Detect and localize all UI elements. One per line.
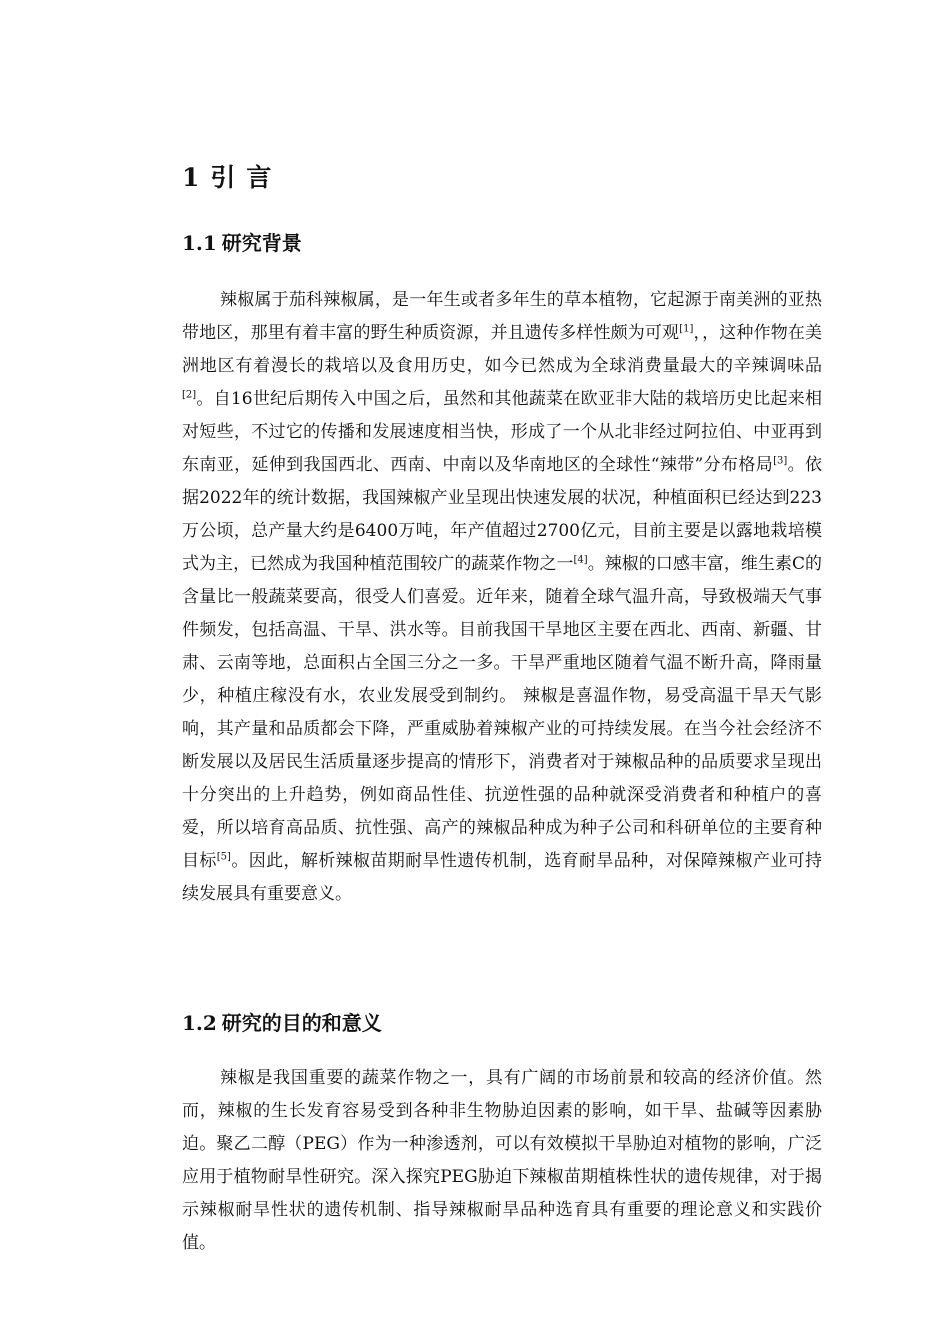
citation-3[interactable]: [3] xyxy=(773,455,788,467)
citation-1[interactable]: [1] xyxy=(679,323,694,335)
citation-5[interactable]: [5] xyxy=(216,851,231,863)
text-segment: 。因此，解析辣椒苗期耐旱性遗传机制，选育耐旱品种，对保障辣椒产业可持续发展具有重要意义。 xyxy=(182,851,823,904)
section-number: 1.1 xyxy=(182,231,217,255)
chapter-title xyxy=(182,160,272,196)
section-title: 研究的目的和意义 xyxy=(221,1011,382,1035)
citation-4[interactable]: [4] xyxy=(573,554,588,566)
section-title: 研究背景 xyxy=(221,231,302,255)
paragraph-purpose-significance: 辣椒是我国重要的蔬菜作物之一，具有广阔的市场前景和较高的经济价值。然而，辣椒的生长发育容易受到各种非生物胁迫因素的影响，如干旱、盐碱等因素胁迫。聚乙二醇（PEG）作为一种渗透剂，可以有效模拟干旱胁迫对植物的影响，广泛应用于植物耐旱性研究。深入探究PEG胁迫下辣椒苗期植株性状的遗传规律，对于揭示辣椒耐旱性状的遗传机制、指导辣椒耐旱品种选育具有重要的理论意义和实践价值。 xyxy=(182,1068,822,1253)
text-segment: 。辣椒的口感丰富，维生素C的含量比一般蔬菜要高，很受人们喜爱。近年来，随着全球气温升高，导致极端天气事件频发，包括高温、干旱、洪水等。目前我国干旱地区主要在西北、西南、新疆、甘肃、云南等地，总面积占全国三分之一多。干旱严重地区随着气温不断升高，降雨量少，种植庄稼没有水，农业发展受到制约。 辣椒是喜温作物，易受高温干旱天气影响，其产量和品质都会下降，严重威胁着辣椒产业的可持续发展。在当今社会经济不断发展以及居民生活质量逐步提高的情形下，消费者对于辣椒品种的品质要求呈现出十分突出的上升趋势，例如商品性佳、抗逆性强的品种就深受消费者和种植户的喜爱，所以培育高品质、抗性强、高产的辣椒品种成为种子公司和科研单位的主要育种目标 xyxy=(182,554,823,871)
section-heading-purpose-significance xyxy=(182,1008,382,1038)
text-segment: 辣椒属于茄科辣椒属，是一年生或者多年生的草本植物，它起源于南美洲的亚热带地区，那里有着丰富的野生种质资源，并且遗传多样性颇为可观 xyxy=(182,290,822,343)
chapter-title-char-2: 言 xyxy=(246,163,273,192)
section-number: 1.2 xyxy=(182,1011,217,1035)
text-segment: ，，这种作物在美洲地区有着漫长的栽培以及食用历史，如今已然成为全球消费量最大的辛辣调味品 xyxy=(182,323,823,376)
text-segment: 。依据2022年的统计数据，我国辣椒产业呈现出快速发展的状况，种植面积已经达到223万公顷，总产量大约是6400万吨，年产值超过2700亿元，目前主要是以露地栽培模式为主，已然成为我国种植范围较广的蔬菜作物之一 xyxy=(182,455,822,574)
section-heading-research-background xyxy=(182,228,302,258)
chapter-title-char-1: 引 xyxy=(210,163,237,192)
citation-2[interactable]: [2] xyxy=(182,389,197,401)
chapter-number: 1 xyxy=(182,163,201,192)
text-segment: 。自16世纪后期传入中国之后，虽然和其他蔬菜在欧亚非大陆的栽培历史比起来相对短些，不过它的传播和发展速度相当快，形成了一个从北非经过阿拉伯、中亚再到东南亚，延伸到我国西北、西南、中南以及华南地区的全球性“辣带”分布格局 xyxy=(182,389,822,475)
paragraph-research-background xyxy=(182,284,822,911)
